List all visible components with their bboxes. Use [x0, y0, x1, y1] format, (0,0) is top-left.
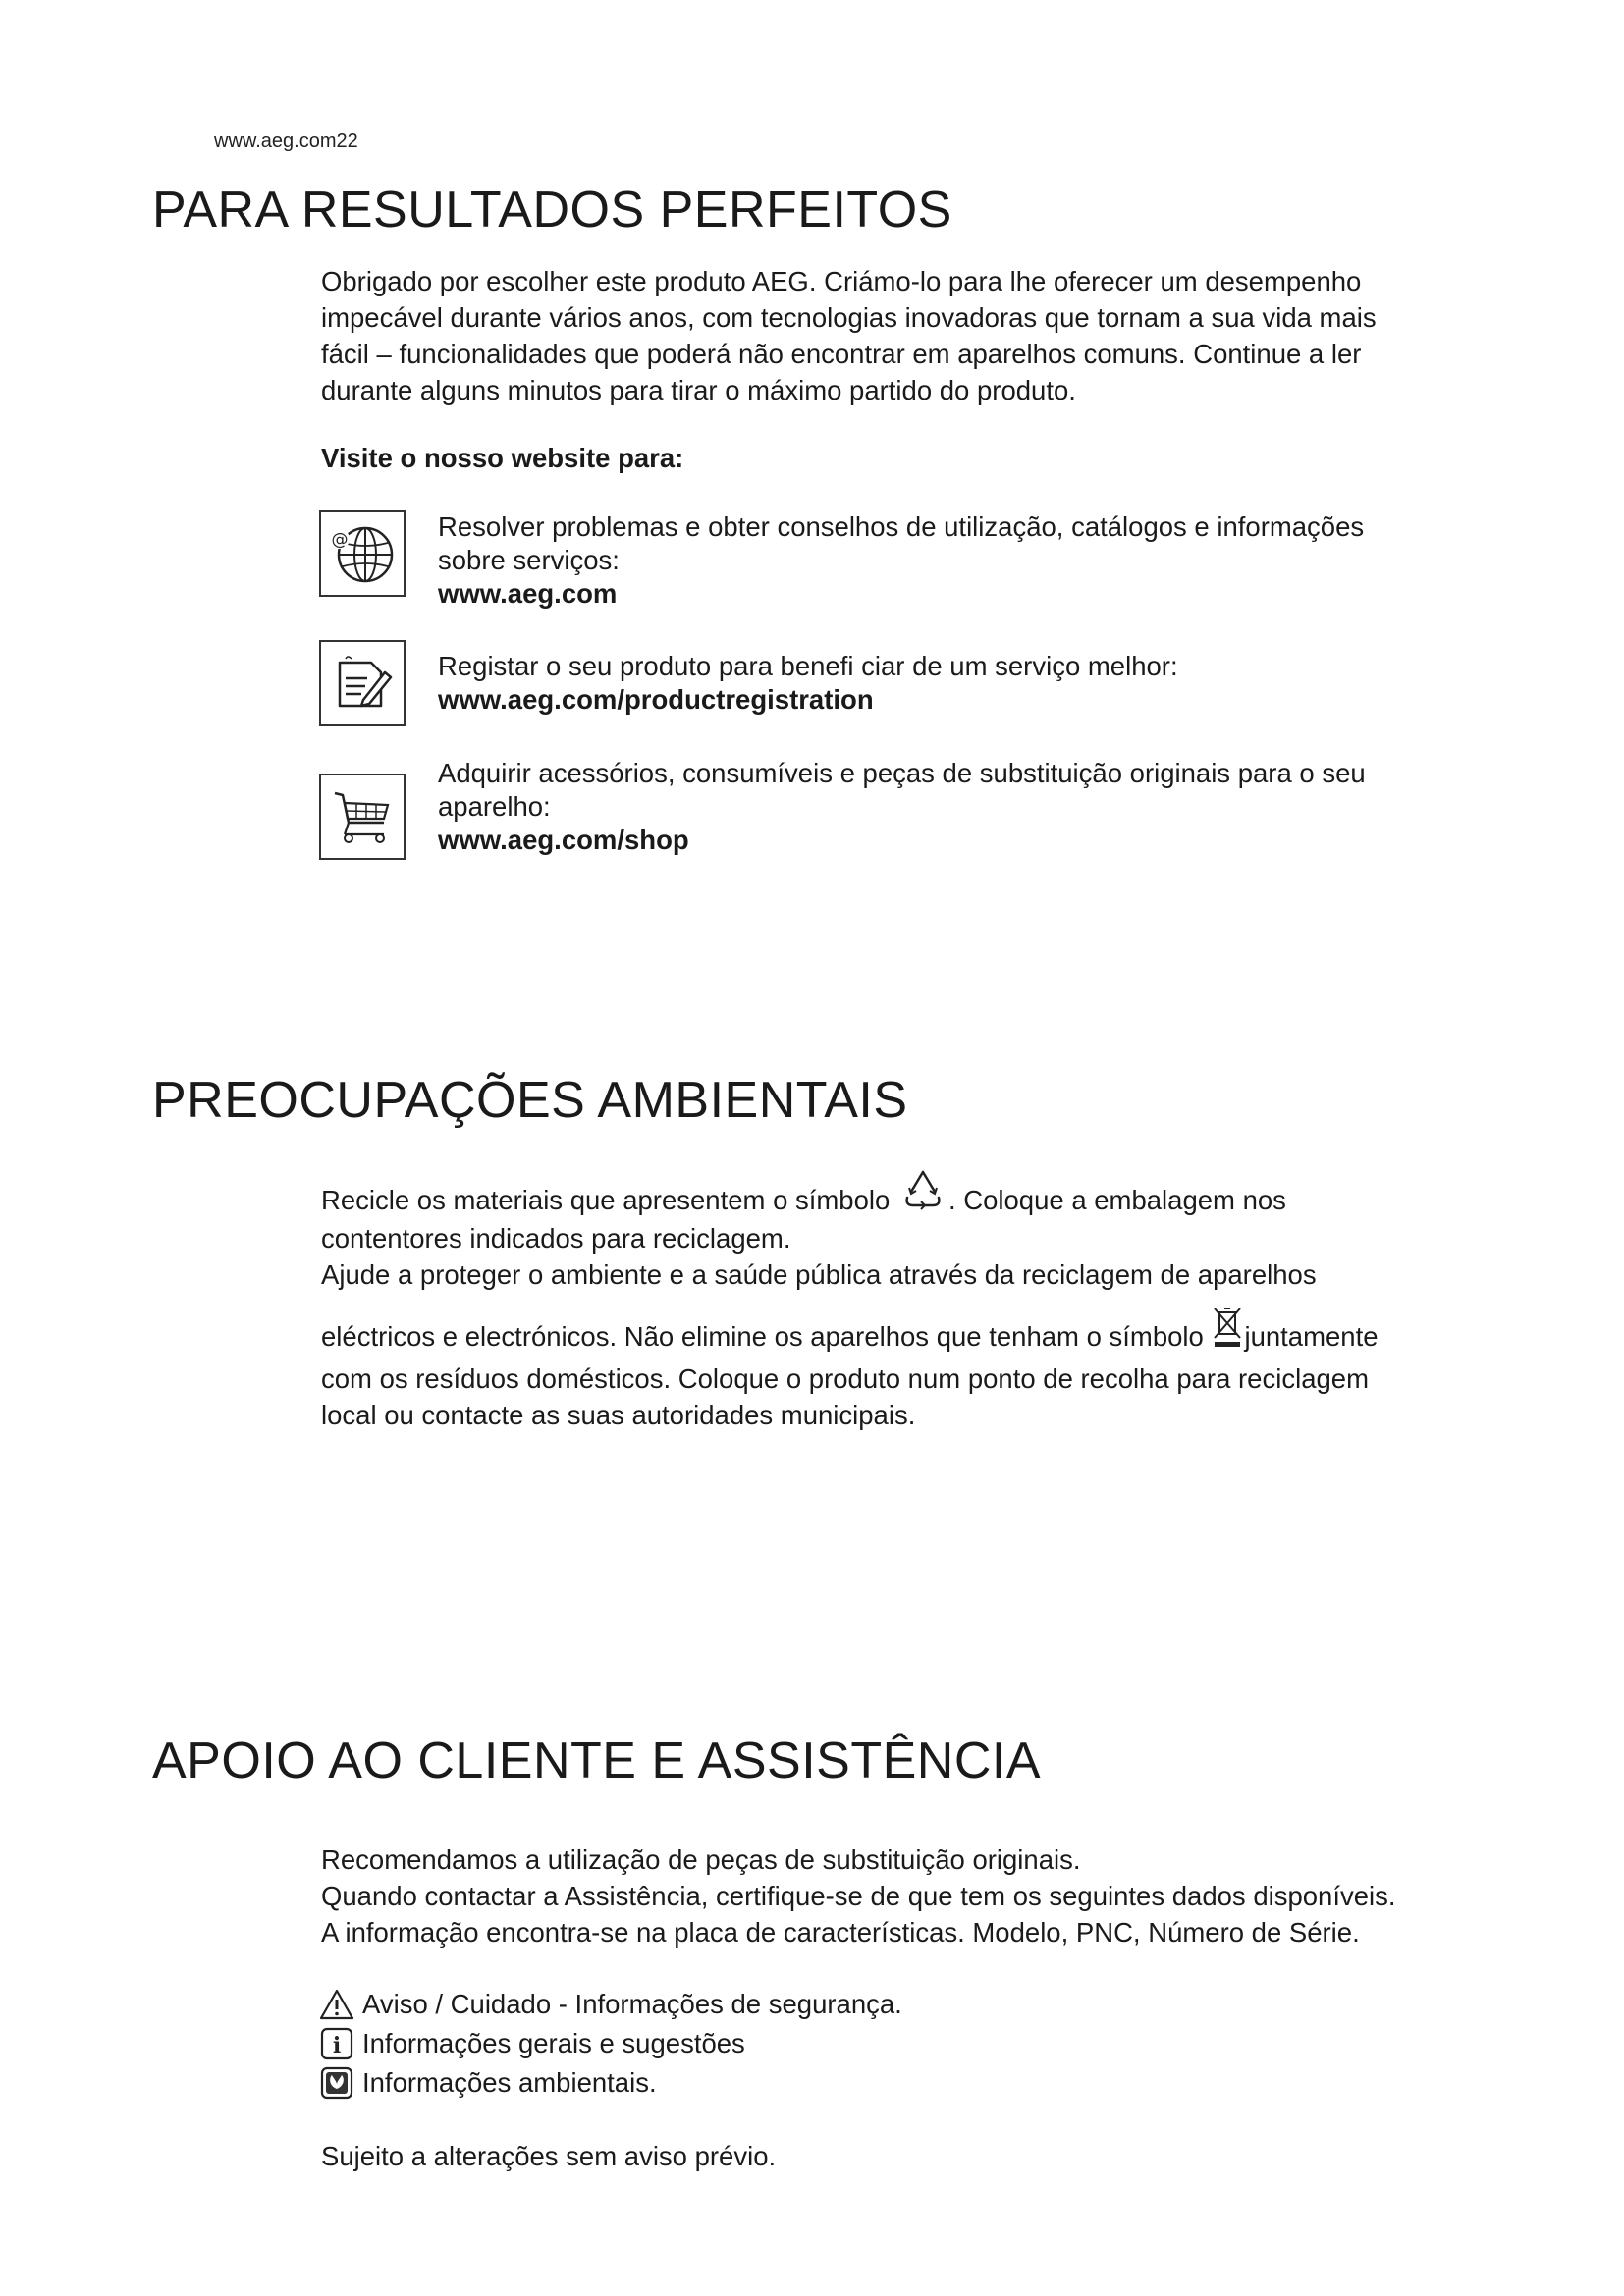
support-line: Recomendamos a utilização de peças de substituição originais.: [321, 1844, 1081, 1875]
env-text: juntamente: [1244, 1321, 1379, 1352]
legend-list: [319, 1985, 902, 2103]
section-title-support: APOIO AO CLIENTE E ASSISTÊNCIA: [152, 1733, 1042, 1789]
list-item-shop: [438, 757, 1547, 857]
legend-item-info: [319, 2024, 902, 2063]
recycle-icon: [897, 1168, 948, 1220]
register-form-icon: [319, 640, 406, 726]
legend-label: Informações gerais e sugestões: [362, 2028, 745, 2058]
env-line-1: [321, 1168, 1539, 1220]
env-line-2: contentores indicados para reciclagem.: [321, 1223, 791, 1254]
intro-line: Obrigado por escolher este produto AEG. Criámo-lo para lhe oferecer um desempenho: [321, 266, 1362, 296]
section-title-results: PARA RESULTADOS PERFEITOS: [152, 182, 952, 239]
environment-icon: [319, 2066, 354, 2100]
legend-item-environment: [319, 2063, 902, 2103]
link-shop[interactable]: www.aeg.com/shop: [438, 825, 689, 855]
intro-line: impecável durante vários anos, com tecnologias inovadoras que tornam a sua vida mais: [321, 302, 1377, 333]
intro-line: fácil – funcionalidades que poderá não encontrar em aparelhos comuns. Continue a ler: [321, 339, 1362, 369]
legend-item-warning: [319, 1985, 902, 2024]
env-line-3: Ajude a proteger o ambiente e a saúde pública através da reciclagem de aparelhos: [321, 1259, 1317, 1290]
warning-triangle-icon: [319, 1988, 354, 2021]
visit-heading: Visite o nosso website para:: [321, 443, 684, 473]
intro-paragraph: [321, 263, 1519, 408]
environment-paragraph: [321, 1168, 1539, 1433]
info-icon: [319, 2027, 354, 2060]
env-line-6: local ou contacte as suas autoridades municipais.: [321, 1400, 916, 1430]
item-text: aparelho:: [438, 791, 551, 822]
env-text: Recicle os materiais que apresentem o símbolo: [321, 1185, 897, 1215]
support-line: Quando contactar a Assistência, certifique-se de que tem os seguintes dados disponíveis.: [321, 1881, 1396, 1911]
item-text: sobre serviços:: [438, 545, 620, 575]
footer-note: Sujeito a alterações sem aviso prévio.: [321, 2141, 777, 2171]
link-productregistration[interactable]: www.aeg.com/productregistration: [438, 684, 874, 715]
legend-label: Aviso / Cuidado - Informações de segurança.: [362, 1989, 902, 2019]
crossed-bin-icon: [1211, 1305, 1244, 1361]
item-text: Adquirir acessórios, consumíveis e peças de substituição originais para o seu: [438, 758, 1366, 788]
svg-text:i: i: [332, 2033, 342, 2058]
section-title-environment: PREOCUPAÇÕES AMBIENTAIS: [152, 1072, 908, 1129]
page-header-url: www.aeg.com22: [214, 131, 358, 152]
env-line-4: [321, 1305, 1539, 1361]
shopping-cart-icon: [319, 774, 406, 860]
link-aeg[interactable]: www.aeg.com: [438, 578, 618, 609]
item-text: Registar o seu produto para benefi ciar de um serviço melhor:: [438, 651, 1178, 681]
svg-text:@: @: [331, 530, 349, 550]
env-line-5: com os resíduos domésticos. Coloque o produto num ponto de recolha para reciclagem: [321, 1363, 1369, 1394]
list-item-support: [438, 510, 1547, 611]
list-item-registration: [438, 650, 1547, 717]
legend-label: Informações ambientais.: [362, 2067, 657, 2098]
support-paragraph: [321, 1842, 1558, 1950]
globe-at-icon: [319, 510, 406, 597]
intro-line: durante alguns minutos para tirar o máximo partido do produto.: [321, 375, 1076, 405]
item-text: Resolver problemas e obter conselhos de utilização, catálogos e informações: [438, 511, 1365, 542]
support-line: A informação encontra-se na placa de características. Modelo, PNC, Número de Série.: [321, 1917, 1360, 1948]
env-text: . Coloque a embalagem nos: [947, 1185, 1286, 1215]
env-text: eléctricos e electrónicos. Não elimine os aparelhos que tenham o símbolo: [321, 1321, 1212, 1352]
